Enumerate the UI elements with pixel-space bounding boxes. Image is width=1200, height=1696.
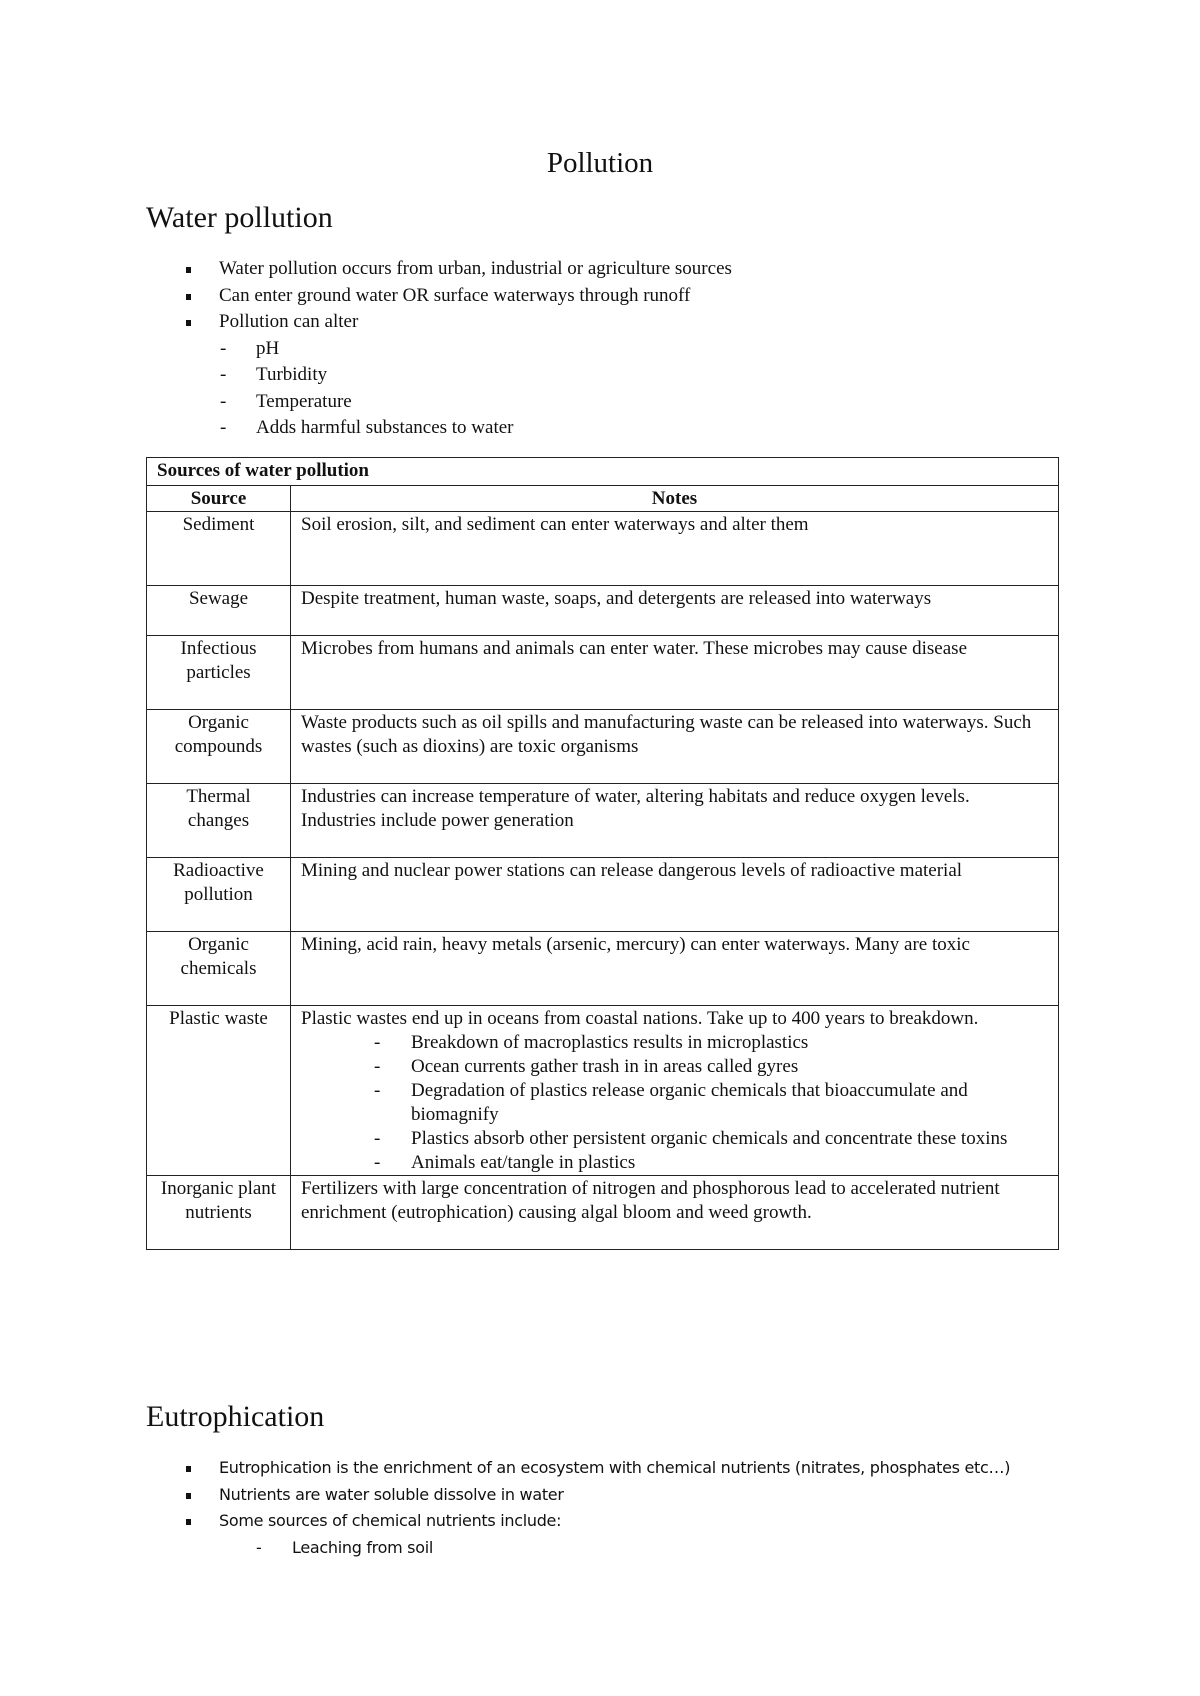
list-item — [146, 1455, 1010, 1482]
sub-list-item: - Turbidity — [220, 364, 328, 385]
source-cell: Thermal changes — [147, 784, 291, 858]
source-cell: Sediment — [147, 512, 291, 586]
table-row — [147, 512, 1059, 586]
sub-bullet-text: Leaching from soil — [292, 1537, 433, 1557]
table-row — [147, 784, 1059, 858]
sub-bullet-text: Temperature — [256, 390, 352, 412]
sub-list-item: - pH — [220, 337, 280, 359]
sub-bullet-text: Ocean currents gather trash in in areas called gyres — [411, 1056, 799, 1077]
water-pollution-list — [146, 256, 732, 442]
square-bullet-icon — [186, 1466, 191, 1472]
notes-cell: Despite treatment, human waste, soaps, and detergents are released into waterways — [291, 586, 1059, 636]
notes-cell: Microbes from humans and animals can enter water. These microbes may cause disease — [291, 636, 1059, 710]
notes-cell: Mining, acid rain, heavy metals (arsenic, mercury) can enter waterways. Many are toxic — [291, 932, 1059, 1006]
sub-list-item: - Adds harmful substances to water — [220, 417, 514, 438]
bullet-text: Water pollution occurs from urban, industrial or agriculture sources — [219, 258, 732, 279]
table-row — [147, 1176, 1059, 1250]
sub-bullet-text: pH — [256, 337, 280, 359]
table-row — [147, 586, 1059, 636]
source-cell: Inorganic plant nutrients — [147, 1176, 291, 1250]
bullet-text: Eutrophication is the enrichment of an ecosystem with chemical nutrients (nitrates, phosphates etc…) — [219, 1458, 1011, 1477]
square-bullet-icon — [186, 267, 191, 273]
table-row — [147, 932, 1059, 1006]
square-bullet-icon — [186, 320, 191, 326]
notes-cell: Industries can increase temperature of water, altering habitats and reduce oxygen levels. Industries include power generation — [291, 784, 1059, 858]
notes-cell — [291, 1006, 1059, 1176]
eutrophication-list — [146, 1455, 1010, 1561]
source-cell: Infectious particles — [147, 636, 291, 710]
sub-list-wrapper — [146, 1535, 1010, 1562]
notes-cell: Soil erosion, silt, and sediment can enter waterways and alter them — [291, 512, 1059, 586]
sources-table — [146, 457, 1059, 1250]
sub-list-item: - Breakdown of macroplastics results in microplastics — [374, 1032, 809, 1053]
table-row — [147, 858, 1059, 932]
sub-list-item: - Degradation of plastics release organic chemicals that bioaccumulate and biomagnify — [374, 1080, 968, 1125]
source-cell: Organic compounds — [147, 710, 291, 784]
notes-cell: Waste products such as oil spills and manufacturing waste can be released into waterways. Such wastes (such as dioxins) are toxic organisms — [291, 710, 1059, 784]
table-caption: Sources of water pollution — [147, 458, 1059, 486]
sub-list-item: - Temperature — [220, 390, 352, 412]
list-item — [146, 283, 732, 310]
column-header-notes: Notes — [291, 486, 1059, 512]
table-row — [147, 636, 1059, 710]
source-cell: Plastic waste — [147, 1006, 291, 1176]
sub-bullet-text: Degradation of plastics release organic chemicals that bioaccumulate and biomagnify — [411, 1080, 968, 1125]
list-item — [146, 309, 732, 336]
sub-list-item: - Leaching from soil — [256, 1537, 433, 1557]
sub-list-item: - Plastics absorb other persistent organic chemicals and concentrate these toxins — [374, 1128, 1008, 1149]
column-header-source: Source — [147, 486, 291, 512]
list-item — [146, 256, 732, 283]
alteration-sub-list — [220, 336, 732, 442]
square-bullet-icon — [186, 294, 191, 300]
sub-list-item: - Ocean currents gather trash in in areas called gyres — [374, 1056, 799, 1077]
sub-bullet-text: Animals eat/tangle in plastics — [411, 1152, 636, 1173]
bullet-text: Nutrients are water soluble dissolve in water — [219, 1484, 564, 1504]
sub-list-item: - Animals eat/tangle in plastics — [374, 1152, 636, 1173]
list-item — [146, 1508, 1010, 1535]
source-cell: Sewage — [147, 586, 291, 636]
nutrient-sources-sub-list — [256, 1535, 1010, 1562]
notes-cell: Mining and nuclear power stations can release dangerous levels of radioactive material — [291, 858, 1059, 932]
source-cell: Radioactive pollution — [147, 858, 291, 932]
square-bullet-icon — [186, 1493, 191, 1499]
page-title: Pollution — [546, 147, 654, 179]
sub-bullet-text: Adds harmful substances to water — [256, 417, 514, 438]
bullet-text: Can enter ground water OR surface waterways through runoff — [219, 284, 691, 306]
sub-bullet-text: Turbidity — [256, 364, 328, 385]
eutrophication-heading: Eutrophication — [146, 1400, 325, 1433]
plastic-effects-list — [301, 1031, 1048, 1175]
water-pollution-heading: Water pollution — [146, 201, 333, 234]
square-bullet-icon — [186, 1519, 191, 1525]
bullet-text: Pollution can alter — [219, 311, 359, 332]
table-row — [147, 710, 1059, 784]
notes-text: Plastic wastes end up in oceans from coastal nations. Take up to 400 years to breakdown. — [301, 1008, 979, 1029]
sub-list-wrapper — [146, 336, 732, 442]
sub-bullet-text: Plastics absorb other persistent organic chemicals and concentrate these toxins — [411, 1128, 1008, 1149]
source-cell: Organic chemicals — [147, 932, 291, 1006]
table-row — [147, 1006, 1059, 1176]
sub-bullet-text: Breakdown of macroplastics results in microplastics — [411, 1032, 809, 1053]
list-item — [146, 1482, 1010, 1509]
notes-cell: Fertilizers with large concentration of nitrogen and phosphorous lead to accelerated nutrient enrichment (eutrophication) causing algal bloom and weed growth. — [291, 1176, 1059, 1250]
bullet-text: Some sources of chemical nutrients include: — [219, 1511, 562, 1530]
